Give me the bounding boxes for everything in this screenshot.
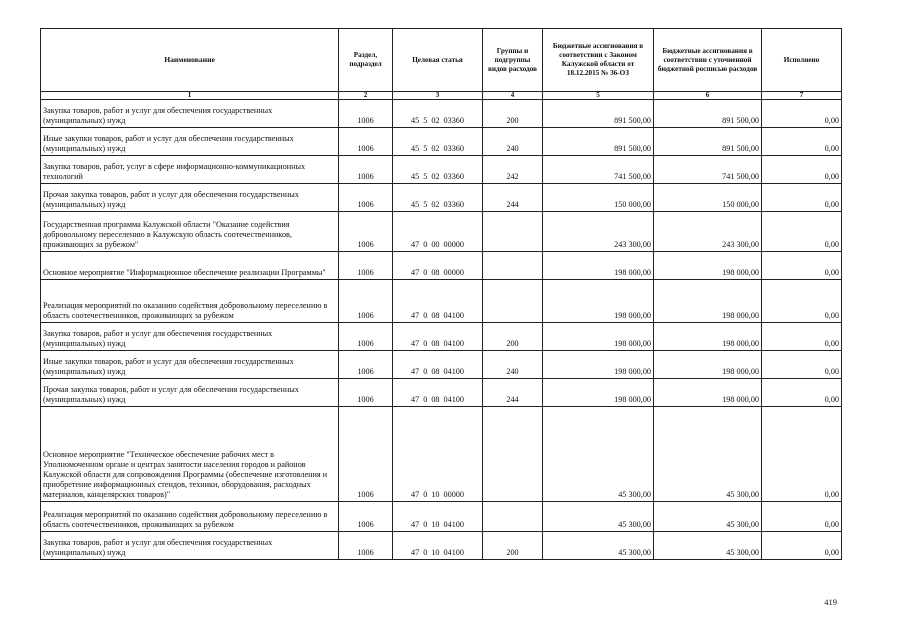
target-code-part: 00000 bbox=[443, 240, 464, 249]
target-code-part: 47 bbox=[411, 311, 420, 320]
header-groups: Группы и подгруппы видов расходов bbox=[483, 29, 543, 92]
header-executed: Исполнено bbox=[762, 29, 842, 92]
row-section: 1006 bbox=[339, 156, 393, 184]
row-name: Реализация мероприятий по оказанию содействия добровольному переселению в область соотечественников, проживающих за рубежом bbox=[41, 280, 339, 323]
row-executed-amount: 0,00 bbox=[762, 100, 842, 128]
target-code-part: 02 bbox=[431, 200, 440, 209]
row-name: Прочая закупка товаров, работ и услуг для обеспечения государственных (муниципальных) нужд bbox=[41, 184, 339, 212]
row-section: 1006 bbox=[339, 280, 393, 323]
target-code-part: 08 bbox=[431, 311, 440, 320]
row-target-code bbox=[393, 532, 483, 560]
header-refined: Бюджетные ассигнования в соответствии с уточненной бюджетной росписью расходов bbox=[654, 29, 762, 92]
target-code-part: 5 bbox=[423, 116, 428, 125]
target-code-part: 45 bbox=[411, 200, 420, 209]
target-code-part: 02 bbox=[431, 144, 440, 153]
row-target-code bbox=[393, 323, 483, 351]
row-target-code bbox=[393, 502, 483, 532]
row-executed-amount: 0,00 bbox=[762, 379, 842, 407]
table-row bbox=[41, 100, 842, 128]
row-refined-amount: 891 500,00 bbox=[654, 128, 762, 156]
row-name: Закупка товаров, работ, услуг в сфере информационно-коммуникационных технологий bbox=[41, 156, 339, 184]
row-law-amount: 45 300,00 bbox=[543, 502, 654, 532]
target-code-part: 10 bbox=[431, 490, 440, 499]
row-group: 200 bbox=[483, 100, 543, 128]
row-section: 1006 bbox=[339, 100, 393, 128]
target-code-part: 47 bbox=[411, 490, 420, 499]
row-name: Основное мероприятие "Информационное обеспечение реализации Программы" bbox=[41, 252, 339, 280]
table-row bbox=[41, 351, 842, 379]
table-row bbox=[41, 128, 842, 156]
row-section: 1006 bbox=[339, 351, 393, 379]
row-group bbox=[483, 502, 543, 532]
row-law-amount: 45 300,00 bbox=[543, 407, 654, 502]
row-refined-amount: 243 300,00 bbox=[654, 212, 762, 252]
target-code-part: 04100 bbox=[443, 311, 464, 320]
row-group: 242 bbox=[483, 156, 543, 184]
column-number: 3 bbox=[393, 92, 483, 100]
target-code-part: 0 bbox=[423, 548, 428, 557]
target-code-part: 0 bbox=[423, 367, 428, 376]
row-group: 244 bbox=[483, 379, 543, 407]
row-law-amount: 198 000,00 bbox=[543, 280, 654, 323]
row-group: 240 bbox=[483, 128, 543, 156]
target-code-part: 47 bbox=[411, 240, 420, 249]
target-code-part: 03360 bbox=[443, 172, 464, 181]
row-law-amount: 198 000,00 bbox=[543, 323, 654, 351]
table-row bbox=[41, 532, 842, 560]
target-code-part: 0 bbox=[423, 490, 428, 499]
row-target-code bbox=[393, 128, 483, 156]
row-executed-amount: 0,00 bbox=[762, 156, 842, 184]
target-code-part: 04100 bbox=[443, 548, 464, 557]
table-row bbox=[41, 407, 842, 502]
target-code-part: 0 bbox=[423, 339, 428, 348]
page-number: 419 bbox=[824, 597, 837, 607]
row-refined-amount: 45 300,00 bbox=[654, 532, 762, 560]
target-code-part: 00000 bbox=[443, 268, 464, 277]
header-target: Целевая статья bbox=[393, 29, 483, 92]
row-group: 200 bbox=[483, 532, 543, 560]
row-executed-amount: 0,00 bbox=[762, 532, 842, 560]
row-target-code bbox=[393, 156, 483, 184]
target-code-part: 00000 bbox=[443, 490, 464, 499]
header-law: Бюджетные ассигнования в соответствии с Законом Калужской области от 18.12.2015 № 36-ОЗ bbox=[543, 29, 654, 92]
row-target-code bbox=[393, 280, 483, 323]
row-target-code bbox=[393, 407, 483, 502]
row-name: Закупка товаров, работ и услуг для обеспечения государственных (муниципальных) нужд bbox=[41, 532, 339, 560]
target-code-part: 5 bbox=[423, 144, 428, 153]
target-code-part: 03360 bbox=[443, 144, 464, 153]
row-group bbox=[483, 280, 543, 323]
target-code-part: 08 bbox=[431, 367, 440, 376]
row-law-amount: 198 000,00 bbox=[543, 252, 654, 280]
row-executed-amount: 0,00 bbox=[762, 407, 842, 502]
target-code-part: 47 bbox=[411, 548, 420, 557]
row-refined-amount: 45 300,00 bbox=[654, 407, 762, 502]
row-executed-amount: 0,00 bbox=[762, 280, 842, 323]
row-name: Иные закупки товаров, работ и услуг для обеспечения государственных (муниципальных) нужд bbox=[41, 351, 339, 379]
row-law-amount: 891 500,00 bbox=[543, 100, 654, 128]
row-section: 1006 bbox=[339, 407, 393, 502]
target-code-part: 03360 bbox=[443, 116, 464, 125]
row-name: Реализация мероприятий по оказанию содействия добровольному переселению в область соотечественников, проживающих за рубежом bbox=[41, 502, 339, 532]
row-section: 1006 bbox=[339, 252, 393, 280]
row-section: 1006 bbox=[339, 502, 393, 532]
row-executed-amount: 0,00 bbox=[762, 502, 842, 532]
row-law-amount: 198 000,00 bbox=[543, 351, 654, 379]
target-code-part: 0 bbox=[423, 311, 428, 320]
target-code-part: 03360 bbox=[443, 200, 464, 209]
row-name: Иные закупки товаров, работ и услуг для обеспечения государственных (муниципальных) нужд bbox=[41, 128, 339, 156]
target-code-part: 45 bbox=[411, 144, 420, 153]
target-code-part: 02 bbox=[431, 116, 440, 125]
row-law-amount: 45 300,00 bbox=[543, 532, 654, 560]
row-group: 240 bbox=[483, 351, 543, 379]
header-row bbox=[41, 29, 842, 92]
row-name: Прочая закупка товаров, работ и услуг для обеспечения государственных (муниципальных) нужд bbox=[41, 379, 339, 407]
table-row bbox=[41, 212, 842, 252]
target-code-part: 04100 bbox=[443, 395, 464, 404]
row-target-code bbox=[393, 379, 483, 407]
table-body bbox=[41, 100, 842, 560]
budget-table bbox=[40, 28, 842, 560]
header-name: Наименование bbox=[41, 29, 339, 92]
row-executed-amount: 0,00 bbox=[762, 323, 842, 351]
row-group bbox=[483, 252, 543, 280]
target-code-part: 10 bbox=[431, 520, 440, 529]
row-executed-amount: 0,00 bbox=[762, 184, 842, 212]
row-refined-amount: 198 000,00 bbox=[654, 252, 762, 280]
target-code-part: 0 bbox=[423, 240, 428, 249]
table-row bbox=[41, 156, 842, 184]
target-code-part: 5 bbox=[423, 172, 428, 181]
target-code-part: 08 bbox=[431, 268, 440, 277]
target-code-part: 0 bbox=[423, 520, 428, 529]
row-refined-amount: 45 300,00 bbox=[654, 502, 762, 532]
row-executed-amount: 0,00 bbox=[762, 351, 842, 379]
row-law-amount: 891 500,00 bbox=[543, 128, 654, 156]
column-number: 7 bbox=[762, 92, 842, 100]
row-executed-amount: 0,00 bbox=[762, 252, 842, 280]
row-target-code bbox=[393, 100, 483, 128]
row-name: Государственная программа Калужской области "Оказание содействия добровольному переселению в Калужскую область соотечественников, проживающих за рубежом" bbox=[41, 212, 339, 252]
target-code-part: 08 bbox=[431, 339, 440, 348]
row-law-amount: 150 000,00 bbox=[543, 184, 654, 212]
budget-table-sheet bbox=[40, 28, 841, 560]
target-code-part: 45 bbox=[411, 172, 420, 181]
row-section: 1006 bbox=[339, 532, 393, 560]
target-code-part: 47 bbox=[411, 520, 420, 529]
row-section: 1006 bbox=[339, 128, 393, 156]
column-number: 6 bbox=[654, 92, 762, 100]
column-number: 5 bbox=[543, 92, 654, 100]
row-section: 1006 bbox=[339, 184, 393, 212]
target-code-part: 00 bbox=[431, 240, 440, 249]
row-name: Закупка товаров, работ и услуг для обеспечения государственных (муниципальных) нужд bbox=[41, 100, 339, 128]
target-code-part: 02 bbox=[431, 172, 440, 181]
row-refined-amount: 198 000,00 bbox=[654, 323, 762, 351]
row-refined-amount: 891 500,00 bbox=[654, 100, 762, 128]
target-code-part: 0 bbox=[423, 268, 428, 277]
row-section: 1006 bbox=[339, 379, 393, 407]
row-target-code bbox=[393, 184, 483, 212]
row-refined-amount: 150 000,00 bbox=[654, 184, 762, 212]
target-code-part: 47 bbox=[411, 339, 420, 348]
table-row bbox=[41, 184, 842, 212]
row-refined-amount: 741 500,00 bbox=[654, 156, 762, 184]
header-section: Раздел, подраздел bbox=[339, 29, 393, 92]
target-code-part: 04100 bbox=[443, 367, 464, 376]
row-name: Основное мероприятие "Техническое обеспечение рабочих мест в Уполномоченном органе и центрах занятости населения городов и районов Калужской области для сопровождения Программы (обеспечение изготовления и приобретение информационных стендов, техники, оборудования, расходных материалов, канцелярских товаров)" bbox=[41, 407, 339, 502]
target-code-part: 45 bbox=[411, 116, 420, 125]
target-code-part: 47 bbox=[411, 268, 420, 277]
row-law-amount: 243 300,00 bbox=[543, 212, 654, 252]
row-target-code bbox=[393, 252, 483, 280]
row-group bbox=[483, 407, 543, 502]
row-executed-amount: 0,00 bbox=[762, 212, 842, 252]
row-target-code bbox=[393, 212, 483, 252]
table-row bbox=[41, 280, 842, 323]
target-code-part: 04100 bbox=[443, 339, 464, 348]
target-code-part: 47 bbox=[411, 367, 420, 376]
row-refined-amount: 198 000,00 bbox=[654, 379, 762, 407]
table-row bbox=[41, 252, 842, 280]
row-refined-amount: 198 000,00 bbox=[654, 351, 762, 379]
target-code-part: 47 bbox=[411, 395, 420, 404]
target-code-part: 5 bbox=[423, 200, 428, 209]
target-code-part: 04100 bbox=[443, 520, 464, 529]
target-code-part: 08 bbox=[431, 395, 440, 404]
row-section: 1006 bbox=[339, 212, 393, 252]
row-section: 1006 bbox=[339, 323, 393, 351]
target-code-part: 10 bbox=[431, 548, 440, 557]
row-law-amount: 198 000,00 bbox=[543, 379, 654, 407]
row-name: Закупка товаров, работ и услуг для обеспечения государственных (муниципальных) нужд bbox=[41, 323, 339, 351]
row-refined-amount: 198 000,00 bbox=[654, 280, 762, 323]
row-target-code bbox=[393, 351, 483, 379]
target-code-part: 0 bbox=[423, 395, 428, 404]
table-row bbox=[41, 502, 842, 532]
column-number: 4 bbox=[483, 92, 543, 100]
row-executed-amount: 0,00 bbox=[762, 128, 842, 156]
row-group: 200 bbox=[483, 323, 543, 351]
column-number: 1 bbox=[41, 92, 339, 100]
table-row bbox=[41, 379, 842, 407]
column-number: 2 bbox=[339, 92, 393, 100]
table-row bbox=[41, 323, 842, 351]
row-group: 244 bbox=[483, 184, 543, 212]
row-group bbox=[483, 212, 543, 252]
row-law-amount: 741 500,00 bbox=[543, 156, 654, 184]
column-number-row bbox=[41, 92, 842, 100]
